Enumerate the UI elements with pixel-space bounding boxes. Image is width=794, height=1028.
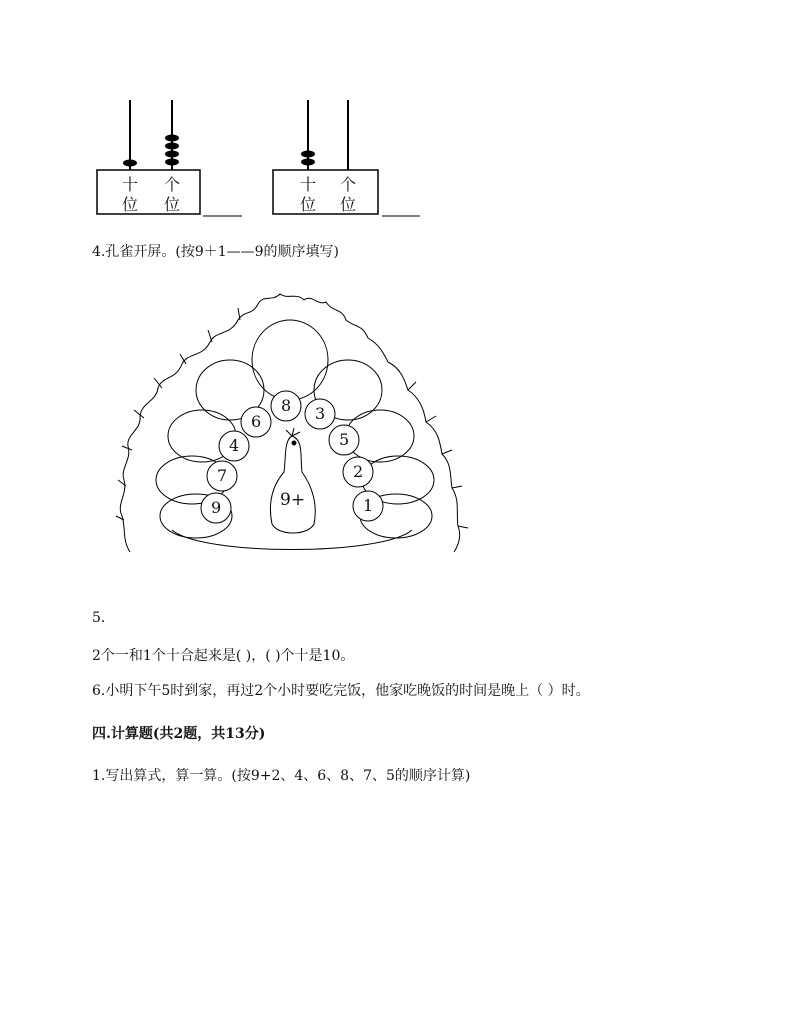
ones-label-2: 位 (340, 195, 357, 214)
bead (165, 159, 179, 166)
section-4-heading: 四.计算题(共2题，共13分) (92, 726, 266, 742)
tens-label: 十 (122, 175, 139, 194)
ones-label-2: 位 (164, 195, 181, 214)
tens-label-2: 位 (122, 195, 139, 214)
peacock-body-label: 9+ (280, 490, 306, 510)
tens-label: 十 (300, 175, 317, 194)
bead (123, 160, 137, 167)
feather-number: 3 (315, 404, 326, 423)
feather-number: 1 (363, 496, 374, 515)
question-5-number: 5. (92, 610, 106, 626)
bead (165, 143, 179, 150)
peacock-figure (112, 290, 472, 562)
bead (165, 135, 179, 142)
question-6: 6.小明下午5时到家，再过2个小时要吃完饭，他家吃晚饭的时间是晚上（ ）时。 (92, 683, 590, 699)
bead (301, 151, 315, 158)
ones-label: 个 (164, 175, 181, 194)
abacus-2 (266, 96, 426, 226)
tens-label-2: 位 (300, 195, 317, 214)
bead (165, 151, 179, 158)
feather-number: 6 (251, 412, 262, 431)
feather-number: 2 (353, 462, 364, 481)
calc-question-1: 1.写出算式，算一算。(按9+2、4、6、8、7、5的顺序计算) (92, 768, 471, 784)
feather-number: 4 (229, 436, 240, 455)
ones-label: 个 (340, 175, 357, 194)
feather-number: 8 (281, 396, 292, 415)
abacus-1 (90, 96, 250, 226)
feather-number: 5 (339, 430, 350, 449)
bead (301, 159, 315, 166)
feather-number: 7 (217, 466, 228, 485)
question-5-text: 2个一和1个十合起来是( )，( )个十是10。 (92, 648, 355, 664)
question-4: 4.孔雀开屏。(按9＋1——9的顺序填写) (92, 244, 340, 260)
feather-number: 9 (211, 498, 222, 517)
peacock-drawing (112, 290, 472, 562)
